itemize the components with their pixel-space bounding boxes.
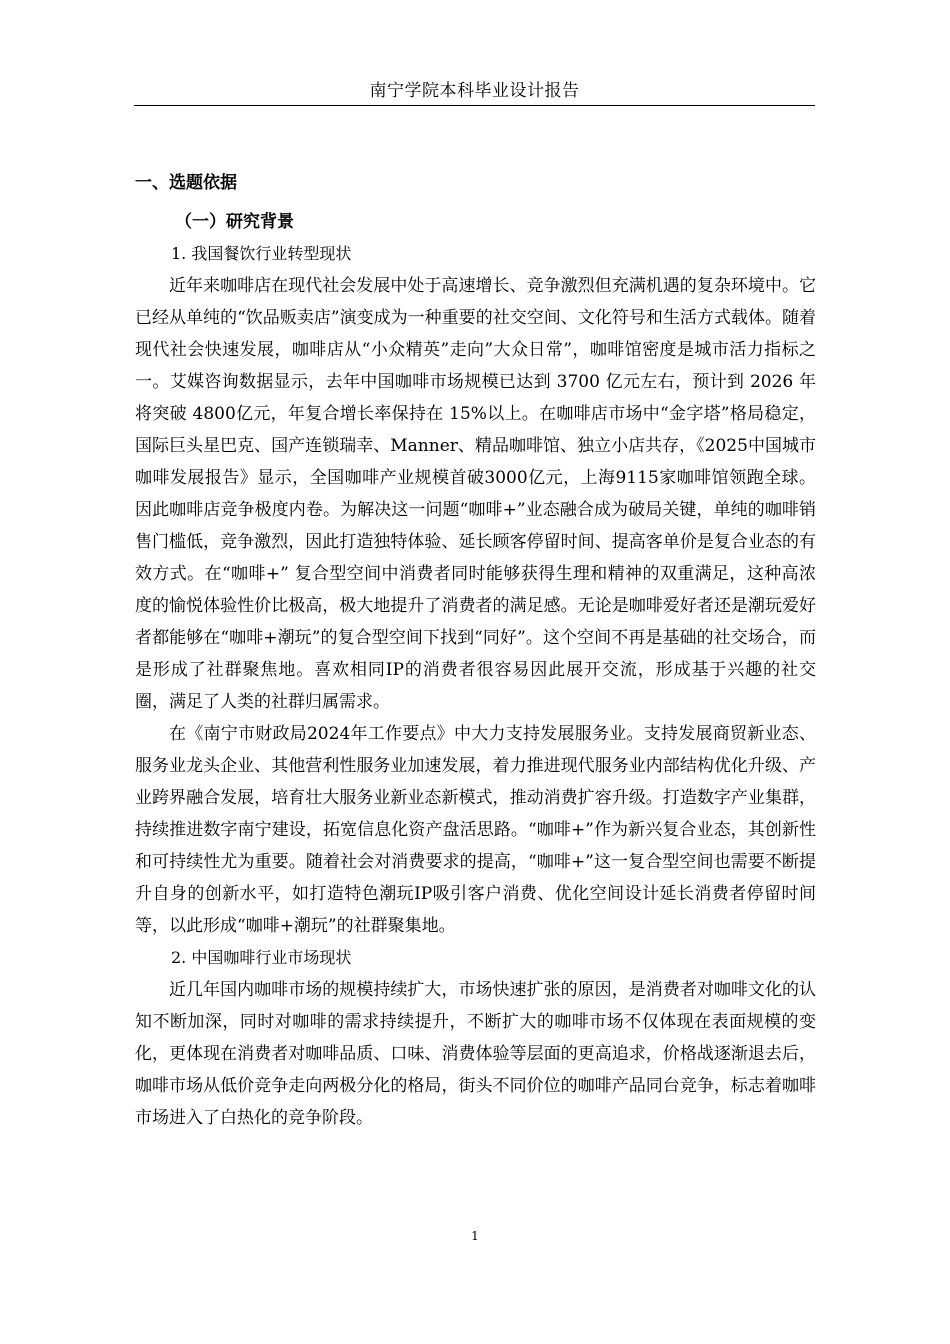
header-divider: [134, 105, 815, 106]
section-heading: 一、选题依据: [135, 173, 237, 193]
paragraph-1: 近年来咖啡店在现代社会发展中处于高速增长、竞争激烈但充满机遇的复杂环境中。它已经从单纯的“饮品贩卖店”演变成为一种重要的社交空间、文化符号和生活方式载体。随着现代社会快速发展，咖啡店从“小众精英”走向”大众日常”，咖啡馆密度是城市活力指标之一。艾媒咨询数据显示，去年中国咖啡市场规模已达到 3700 亿元左右，预计到 2026 年将突破 4800亿元，年复合增长率保持在 15%以上。在咖啡店市场中“金字塔”格局稳定，国际巨头星巴克、国产连锁瑞幸、Manner、精品咖啡馆、独立小店共存，《2025中国城市咖啡发展报告》显示，全国咖啡产业规模首破3000亿元，上海9115家咖啡馆领跑全球。因此咖啡店竞争极度内卷。为解决这一问题“咖啡+”业态融合成为破局关键，单纯的咖啡销售门槛低，竞争激烈，因此打造独特体验、延长顾客停留时间、提高客单价是复合业态的有效方式。在“咖啡+” 复合型空间中消费者同时能够获得生理和精神的双重满足，这种高浓度的愉悦体验性价比极高，极大地提升了消费者的满足感。无论是咖啡爱好者还是潮玩爱好者都能够在“咖啡+潮玩”的复合型空间下找到“同好”。这个空间不再是基础的社交场合，而是形成了社群聚焦地。喜欢相同IP的消费者很容易因此展开交流，形成基于兴趣的社交圈，满足了人类的社群归属需求。: [135, 276, 816, 712]
subsection-heading: （一）研究背景: [175, 212, 294, 232]
page-number: 1: [471, 1229, 479, 1243]
page-header-title: 南宁学院本科毕业设计报告: [369, 81, 580, 101]
document-body: [135, 167, 816, 1134]
paragraph-3: 近几年国内咖啡市场的规模持续扩大，市场快速扩张的原因，是消费者对咖啡文化的认知不断加深，同时对咖啡的需求持续提升，不断扩大的咖啡市场不仅体现在表面规模的变化，更体现在消费者对咖啡品质、口味、消费体验等层面的更高追求，价格战逐渐退去后，咖啡市场从低价竞争走向两极分化的格局，街头不同价位的咖啡产品同台竞争，标志着咖啡市场进入了白热化的竞争阶段。: [135, 980, 816, 1128]
paragraph-2: 在《南宁市财政局2024年工作要点》中大力支持发展服务业。支持发展商贸新业态、服务业龙头企业、其他营利性服务业加速发展，着力推进现代服务业内部结构优化升级、产业跨界融合发展，培育壮大服务业新业态新模式，推动消费扩容升级。打造数字产业集群，持续推进数字南宁建设，拓宽信息化资产盘活思路。“咖啡+”作为新兴复合业态，其创新性和可持续性尤为重要。随着社会对消费要求的提高，“咖啡+”这一复合型空间也需要不断提升自身的创新水平，如打造特色潮玩IP吸引客户消费、优化空间设计延长消费者停留时间等，以此形成“咖啡+潮玩”的社群聚集地。: [135, 724, 816, 936]
sub-subsection-heading-2: 2. 中国咖啡行业市场现状: [171, 948, 352, 967]
sub-subsection-heading-1: 1. 我国餐饮行业转型现状: [171, 244, 352, 263]
